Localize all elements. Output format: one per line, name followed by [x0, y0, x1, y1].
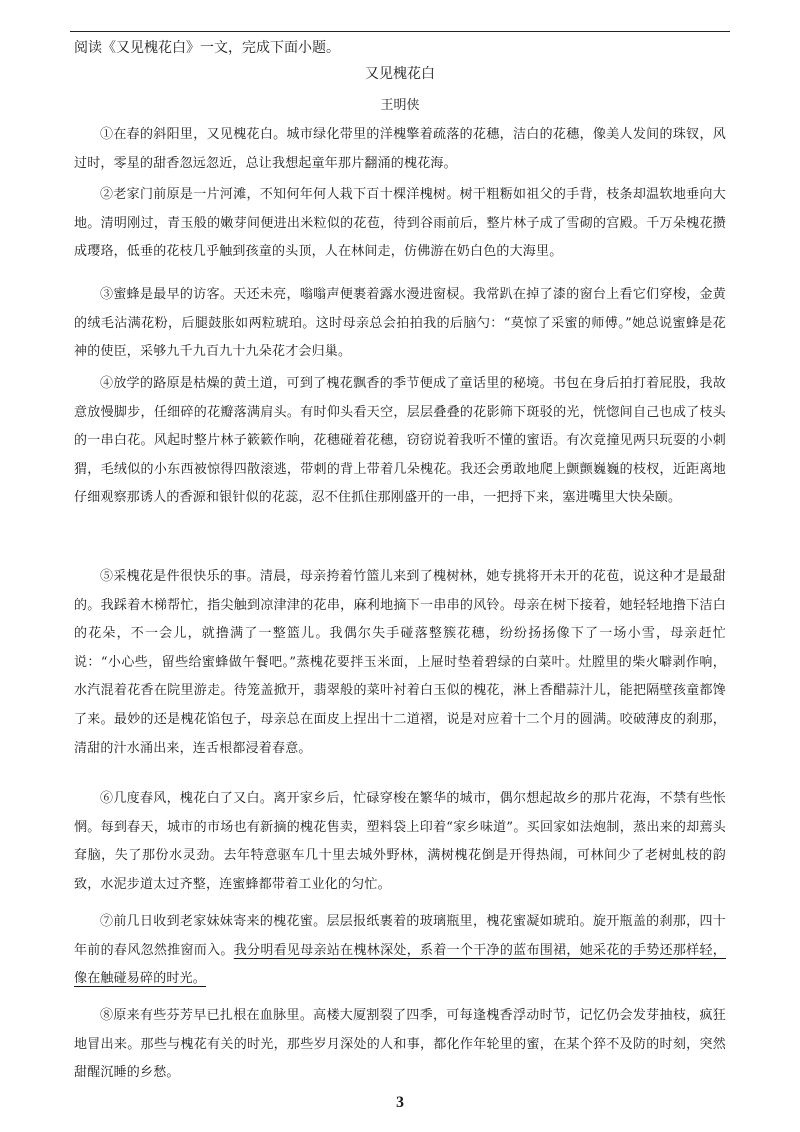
paragraph-1: ①在春的斜阳里，又见槐花白。城市绿化带里的洋槐擎着疏落的花穗，洁白的花穗，像美人发间的珠钗，风过时，零星的甜香忽远忽近，总让我想起童年那片翻涌的槐花海。	[74, 127, 726, 171]
paragraph-8: ⑧原来有些芬芳早已扎根在血脉里。高楼大厦割裂了四季，可每逢槐香浮动时节，记忆仍会发芽抽枝，疯狂地冒出来。那些与槐花有关的时光，那些岁月深处的人和事，都化作年轮里的蜜，在某个猝不及防的时刻，突然甜醒沉睡的乡愁。	[74, 1008, 726, 1081]
paragraph-6: ⑥几度春风，槐花白了又白。离开家乡后，忙碌穿梭在繁华的城市，偶尔想起故乡的那片花海，不禁有些怅惘。每到春天，城市的市场也有新摘的槐花售卖，塑料袋上印着“家乡味道”。买回家如法炮制，蒸出来的却蔫头耷脑，失了那份水灵劲。去年特意驱车几十里去城外野林，满树槐花倒是开得热闹，可林间少了老树虬枝的韵致，水泥步道太过齐整，连蜜蜂都带着工业化的匀忙。	[74, 791, 726, 892]
page-number: 3	[396, 1094, 404, 1111]
header-rule	[70, 31, 730, 32]
article-title: 又见槐花白	[365, 66, 435, 82]
question-instruction: 阅读《又见槐花白》一文，完成下面小题。	[74, 40, 340, 56]
paragraph-5: ⑤采槐花是件很快乐的事。清晨，母亲挎着竹篮儿来到了槐树林，她专挑将开未开的花苞，说这种才是最甜的。我踩着木梯帮忙，指尖触到凉津津的花串，麻利地摘下一串串的风铃。母亲在树下接着，她轻轻地撸下洁白的花朵，不一会儿，就撸满了一整篮儿。我偶尔失手碰落整簇花穗，纷纷扬扬像下了一场小雪，母亲赶忙说：“小心些，留些给蜜蜂做午餐吧。”蒸槐花要拌玉米面，上屉时垫着碧绿的白菜叶。灶膛里的柴火噼剥作响，水汽混着花香在院里游走。待笼盖掀开，翡翠般的菜叶衬着白玉似的槐花，淋上香醋蒜汁儿，能把隔壁孩童都馋了来。最妙的还是槐花馅包子，母亲总在面皮上捏出十二道褶，说是对应着十二个月的圆满。咬破薄皮的刹那，清甜的汁水涌出来，连舌根都浸着春意。	[74, 569, 726, 756]
paragraph-7-text: ⑦前几日收到老家妹妹寄来的槐花蜜。层层报纸裹着的玻璃瓶里，槐花蜜凝如琥珀。旋开瓶盖的刹那，四十年前的春风忽然推窗而入。	[74, 914, 726, 958]
paragraph-7	[74, 908, 726, 994]
article-author: 王明侠	[380, 98, 420, 113]
paragraph-4: ④放学的路原是枯燥的黄土道，可到了槐花飘香的季节便成了童话里的秘境。书包在身后拍打着屁股，我故意放慢脚步，任细碎的花瓣落满肩头。有时仰头看天空，层层叠叠的花影筛下斑驳的光，恍惚间自己也成了枝头的一串白花。风起时整片林子簌簌作响，花穗碰着花穗，窃窃说着我听不懂的蜜语。有次竟撞见两只玩耍的小刺猬，毛绒似的小东西被惊得四散滚逃，带刺的背上带着几朵槐花。我还会勇敢地爬上颤颤巍巍的枝杈，近距离地仔细观察那诱人的香源和银针似的花蕊，忍不住抓住那刚盛开的一串，一把捋下来，塞进嘴里大快朵颐。	[74, 376, 726, 506]
paragraph-3: ③蜜蜂是最早的访客。天还未亮，嗡嗡声便裹着露水漫进窗棂。我常趴在掉了漆的窗台上看它们穿梭，金黄的绒毛沾满花粉，后腿鼓胀如两粒琥珀。这时母亲总会拍拍我的后脑勺：“莫惊了采蜜的师傅。”她总说蜜蜂是花神的使臣，采够九千九百九十九朵花才会归巢。	[74, 287, 726, 360]
underlined-sentence: 我分明看见母亲站在槐林深处，系着一个干净的蓝布围裙，她采花的手势还那样轻，像在触碰易碎的时光。	[74, 942, 726, 987]
paragraph-2: ②老家门前原是一片河滩，不知何年何人栽下百十棵洋槐树。树干粗粝如祖父的手背，枝条却温软地垂向大地。清明刚过，青玉般的嫩芽间便进出米粒似的花苞，待到谷雨前后，整片林子成了雪砌的宫殿。千万朵槐花攒成璎珞，低垂的花枝几乎触到孩童的头顶，人在林间走，仿佛游在奶白色的大海里。	[74, 187, 726, 260]
